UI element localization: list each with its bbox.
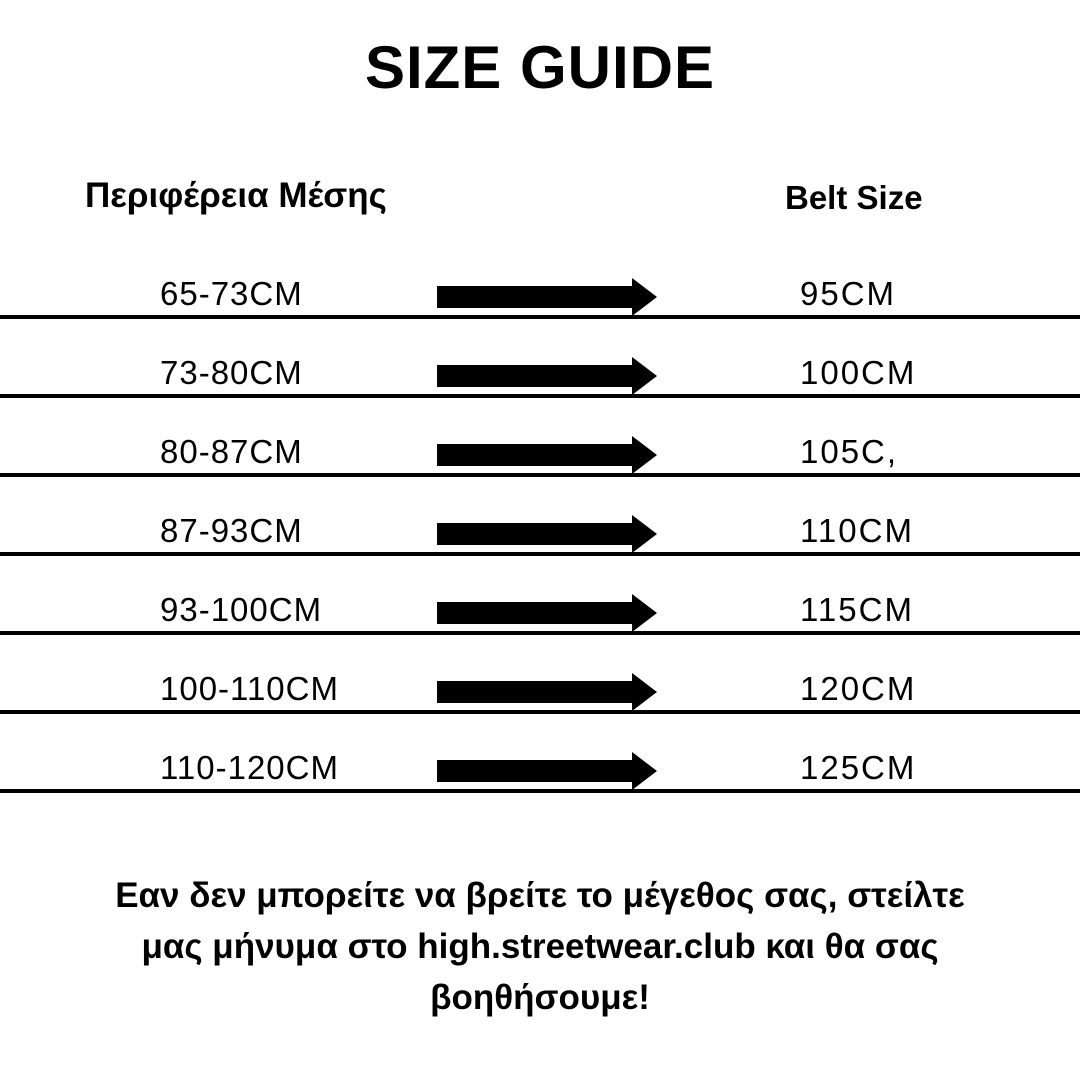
footer-note [40,870,1040,1023]
waist-range: 65-73CM [160,275,303,312]
right-arrow-icon [437,515,657,553]
right-arrow-icon [437,594,657,632]
table-row [0,714,1080,793]
column-header-waist: Περιφέρεια Μέσης [85,176,387,215]
right-arrow-icon [437,278,657,316]
belt-size: 95CM [800,275,897,312]
belt-size: 100CM [800,354,917,391]
right-arrow-icon [437,752,657,790]
right-arrow-icon [437,673,657,711]
size-table [0,240,1080,793]
belt-size: 115CM [800,591,914,628]
table-row [0,398,1080,477]
right-arrow-icon [437,436,657,474]
belt-size: 120CM [800,670,917,707]
waist-range: 87-93CM [160,512,303,549]
table-row [0,556,1080,635]
waist-range: 110-120CM [160,749,339,786]
footer-line: βοηθήσουμε! [430,978,650,1017]
footer-line: Εαν δεν μπορείτε να βρείτε το μέγεθος σας, στείλτε [115,876,965,915]
belt-size: 110CM [800,512,914,549]
waist-range: 80-87CM [160,433,303,470]
table-row [0,477,1080,556]
waist-range: 100-110CM [160,670,339,707]
right-arrow-icon [437,357,657,395]
table-row [0,319,1080,398]
footer-line: μας μήνυμα στο high.streetwear.club και θα σας [141,927,939,966]
page-title: SIZE GUIDE [364,34,716,101]
table-row [0,240,1080,319]
waist-range: 73-80CM [160,354,303,391]
waist-range: 93-100CM [160,591,323,628]
belt-size: 125CM [800,749,917,786]
table-row [0,635,1080,714]
belt-size: 105C, [800,433,899,470]
column-header-belt: Belt Size [785,179,923,216]
